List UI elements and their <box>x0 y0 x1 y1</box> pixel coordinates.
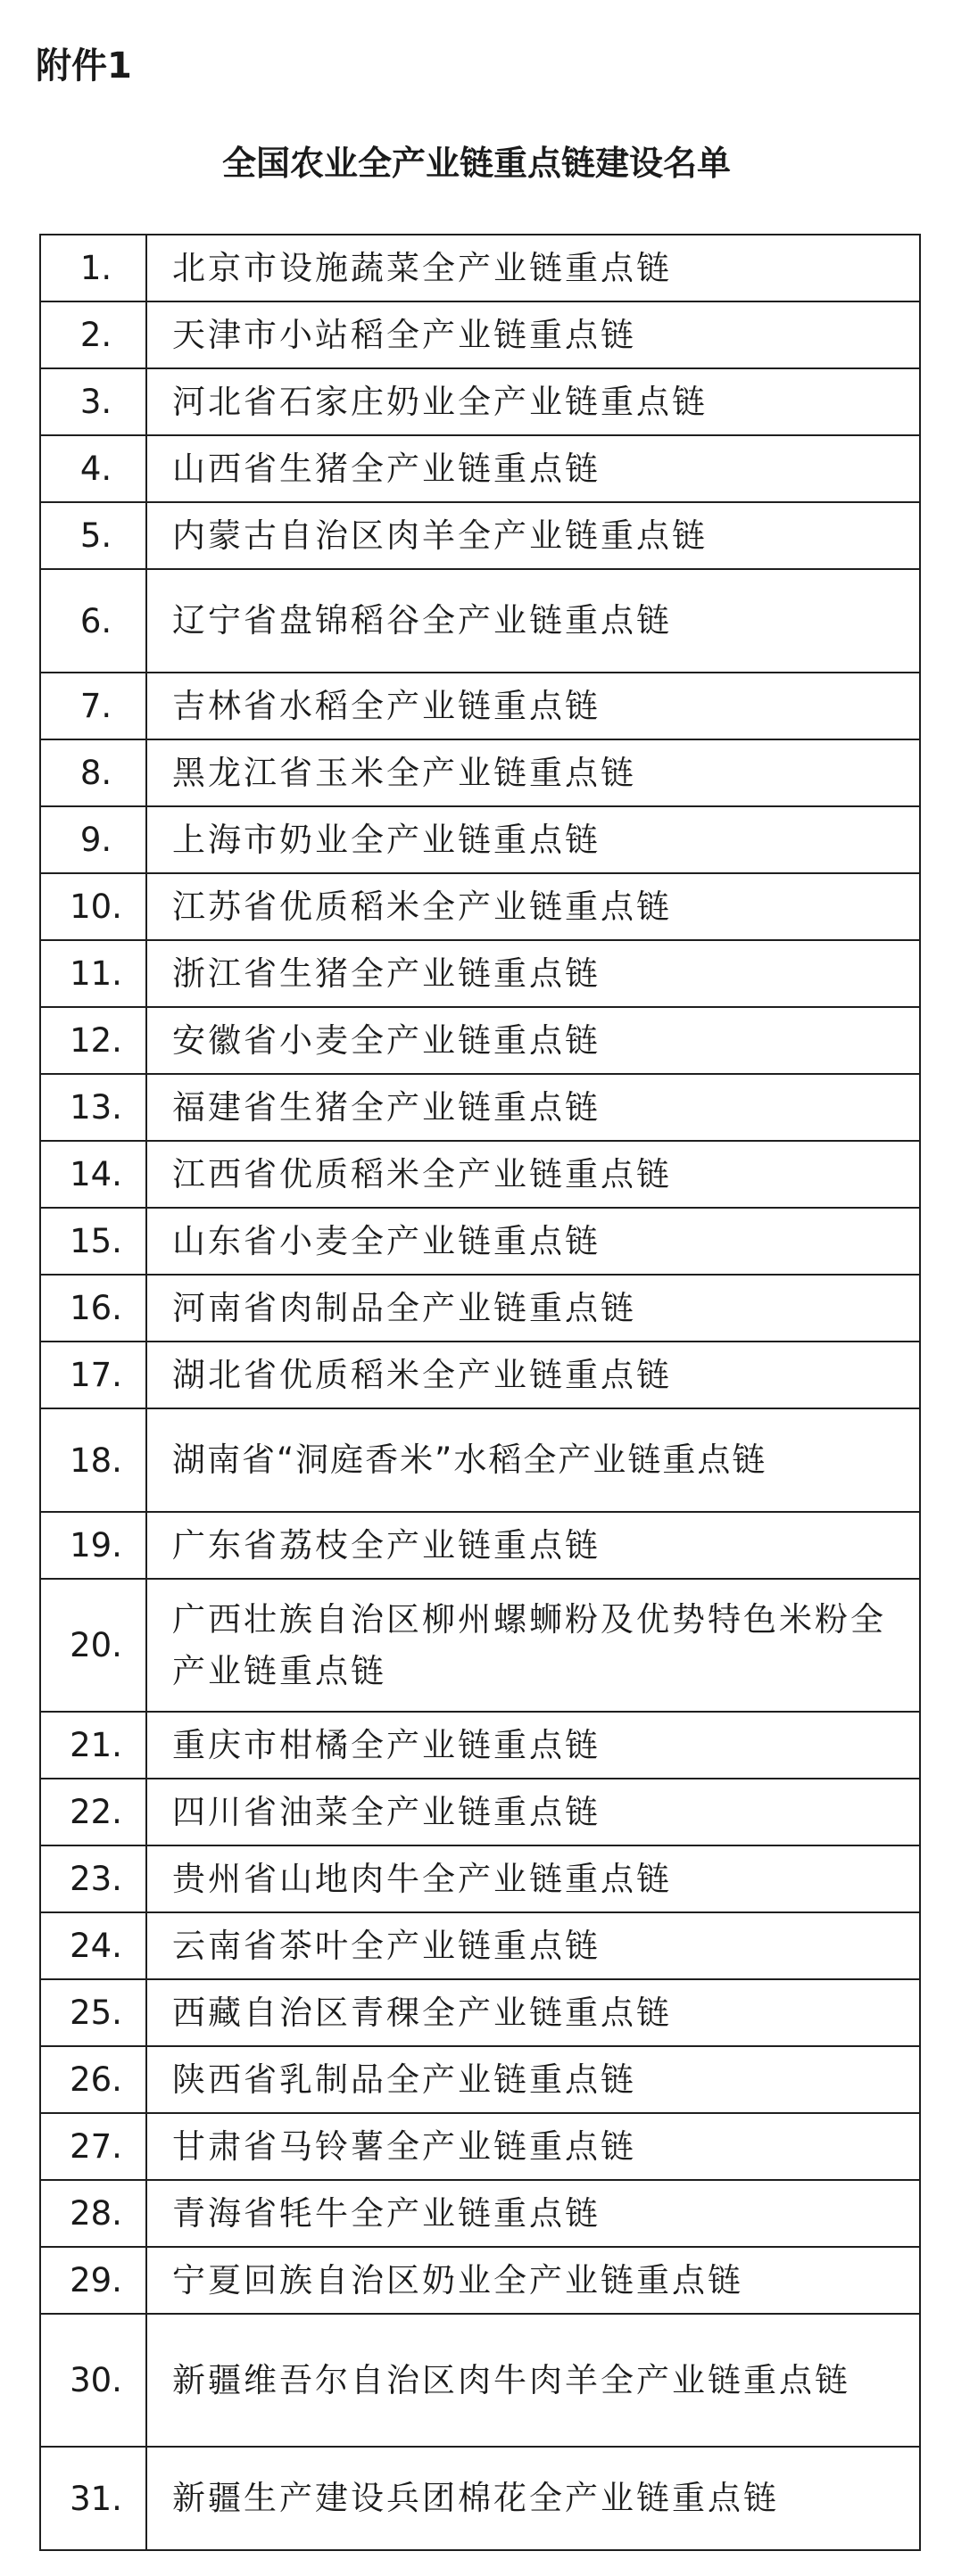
row-number: 26. <box>40 2046 146 2113</box>
row-number: 23. <box>40 1845 146 1912</box>
chain-name: 山西省生猪全产业链重点链 <box>146 435 920 502</box>
table-row <box>40 1342 920 1408</box>
row-number: 15. <box>40 1208 146 1275</box>
chain-name: 江苏省优质稻米全产业链重点链 <box>146 873 920 940</box>
chain-name: 江西省优质稻米全产业链重点链 <box>146 1141 920 1208</box>
chain-name: 黑龙江省玉米全产业链重点链 <box>146 739 920 806</box>
row-number: 5. <box>40 502 146 569</box>
table-row <box>40 435 920 502</box>
table-row <box>40 673 920 739</box>
chain-name: 内蒙古自治区肉羊全产业链重点链 <box>146 502 920 569</box>
row-number: 3. <box>40 368 146 435</box>
row-number: 24. <box>40 1912 146 1979</box>
row-number: 28. <box>40 2180 146 2247</box>
industry-chain-table <box>39 234 921 2551</box>
chain-name: 新疆维吾尔自治区肉牛肉羊全产业链重点链 <box>146 2314 920 2447</box>
table-row <box>40 1579 920 1712</box>
table-row <box>40 1512 920 1579</box>
chain-name: 新疆生产建设兵团棉花全产业链重点链 <box>146 2447 920 2550</box>
table-row <box>40 569 920 673</box>
chain-name: 吉林省水稻全产业链重点链 <box>146 673 920 739</box>
chain-name: 河南省肉制品全产业链重点链 <box>146 1275 920 1342</box>
chain-name: 甘肃省马铃薯全产业链重点链 <box>146 2113 920 2180</box>
chain-name: 宁夏回族自治区奶业全产业链重点链 <box>146 2247 920 2314</box>
chain-name: 湖北省优质稻米全产业链重点链 <box>146 1342 920 1408</box>
chain-name: 重庆市柑橘全产业链重点链 <box>146 1712 920 1779</box>
table-row <box>40 301 920 368</box>
row-number: 18. <box>40 1408 146 1512</box>
chain-name: 云南省茶叶全产业链重点链 <box>146 1912 920 1979</box>
document-title: 全国农业全产业链重点链建设名单 <box>221 144 731 183</box>
row-number: 1. <box>40 235 146 301</box>
table-row <box>40 1074 920 1141</box>
row-number: 14. <box>40 1141 146 1208</box>
row-number: 6. <box>40 569 146 673</box>
chain-name: 四川省油菜全产业链重点链 <box>146 1779 920 1845</box>
table-row <box>40 502 920 569</box>
table-row <box>40 1007 920 1074</box>
table-row <box>40 739 920 806</box>
table-row <box>40 368 920 435</box>
chain-name: 浙江省生猪全产业链重点链 <box>146 940 920 1007</box>
table-row <box>40 2113 920 2180</box>
row-number: 11. <box>40 940 146 1007</box>
row-number: 8. <box>40 739 146 806</box>
row-number: 21. <box>40 1712 146 1779</box>
row-number: 9. <box>40 806 146 873</box>
chain-name: 贵州省山地肉牛全产业链重点链 <box>146 1845 920 1912</box>
table-row <box>40 2447 920 2550</box>
row-number: 31. <box>40 2447 146 2550</box>
chain-name: 广西壮族自治区柳州螺蛳粉及优势特色米粉全产业链重点链 <box>146 1579 920 1712</box>
table-row <box>40 2247 920 2314</box>
row-number: 2. <box>40 301 146 368</box>
chain-name: 安徽省小麦全产业链重点链 <box>146 1007 920 1074</box>
table-row <box>40 2314 920 2447</box>
row-number: 22. <box>40 1779 146 1845</box>
table-row <box>40 1845 920 1912</box>
row-number: 29. <box>40 2247 146 2314</box>
table-row <box>40 1912 920 1979</box>
table-row <box>40 1141 920 1208</box>
chain-name: 湖南省“洞庭香米”水稻全产业链重点链 <box>146 1408 920 1512</box>
table-row <box>40 1275 920 1342</box>
table-row <box>40 1979 920 2046</box>
row-number: 17. <box>40 1342 146 1408</box>
table-row <box>40 1208 920 1275</box>
table-row <box>40 235 920 301</box>
table-row <box>40 2046 920 2113</box>
chain-name: 山东省小麦全产业链重点链 <box>146 1208 920 1275</box>
row-number: 30. <box>40 2314 146 2447</box>
table-row <box>40 1712 920 1779</box>
row-number: 16. <box>40 1275 146 1342</box>
attachment-label: 附件1 <box>36 45 132 87</box>
row-number: 25. <box>40 1979 146 2046</box>
row-number: 10. <box>40 873 146 940</box>
row-number: 27. <box>40 2113 146 2180</box>
table-row <box>40 2180 920 2247</box>
row-number: 12. <box>40 1007 146 1074</box>
row-number: 4. <box>40 435 146 502</box>
table-row <box>40 1408 920 1512</box>
chain-name: 辽宁省盘锦稻谷全产业链重点链 <box>146 569 920 673</box>
chain-name: 陕西省乳制品全产业链重点链 <box>146 2046 920 2113</box>
row-number: 20. <box>40 1579 146 1712</box>
chain-name: 北京市设施蔬菜全产业链重点链 <box>146 235 920 301</box>
row-number: 7. <box>40 673 146 739</box>
chain-name: 福建省生猪全产业链重点链 <box>146 1074 920 1141</box>
row-number: 19. <box>40 1512 146 1579</box>
chain-name: 河北省石家庄奶业全产业链重点链 <box>146 368 920 435</box>
table-row <box>40 806 920 873</box>
chain-name: 天津市小站稻全产业链重点链 <box>146 301 920 368</box>
table-row <box>40 873 920 940</box>
table-row <box>40 1779 920 1845</box>
chain-name: 西藏自治区青稞全产业链重点链 <box>146 1979 920 2046</box>
chain-name: 广东省荔枝全产业链重点链 <box>146 1512 920 1579</box>
chain-name: 青海省牦牛全产业链重点链 <box>146 2180 920 2247</box>
row-number: 13. <box>40 1074 146 1141</box>
table-row <box>40 940 920 1007</box>
chain-name: 上海市奶业全产业链重点链 <box>146 806 920 873</box>
